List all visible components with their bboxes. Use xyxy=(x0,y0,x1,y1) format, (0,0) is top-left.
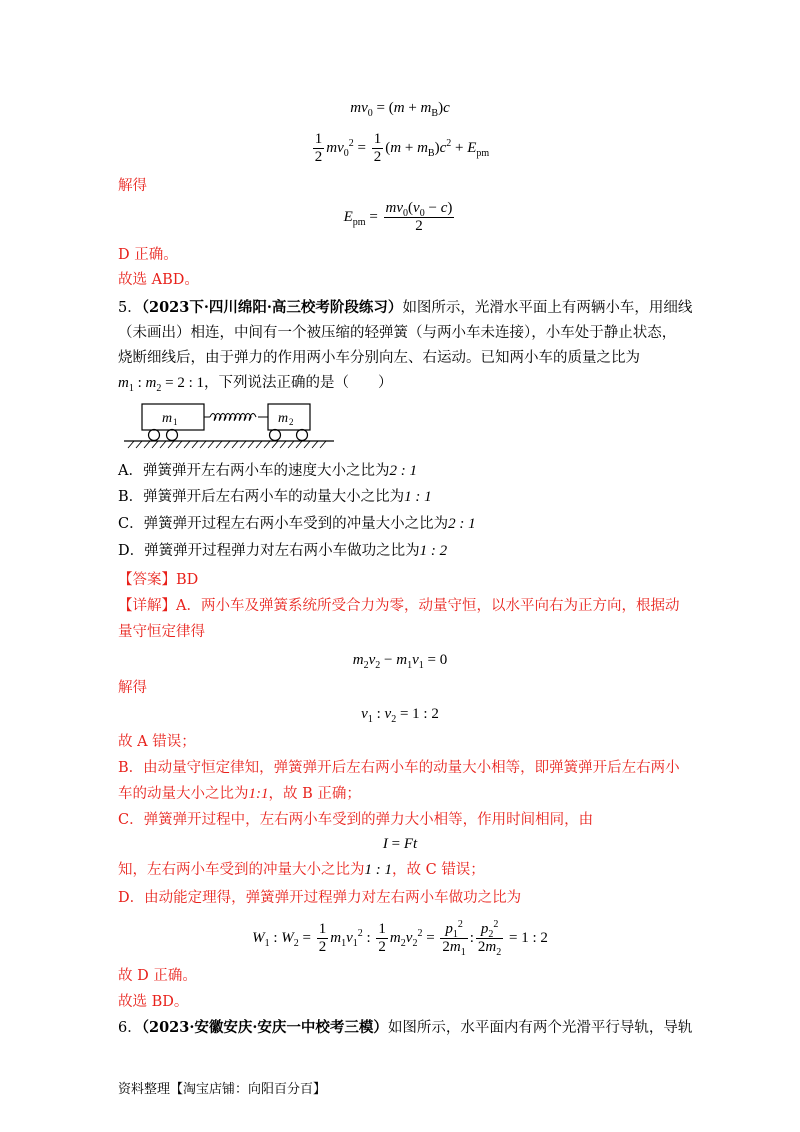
d-correct-2: 故 D 正确。 xyxy=(118,968,197,984)
cart-m2 xyxy=(268,404,310,441)
question-6-line-1 xyxy=(118,1018,692,1038)
equation-work-ratio: $W_1$ : $W_2$ = $\frac{1}{2}$ $m_1v_1^2$ : $\frac{1}{2}$ $m_2v_2^2$ = $\frac{p_1^2}{2m_1}$ : $\frac{p_2^2}{2m_2}$ = 1 : 2 xyxy=(252,919,548,959)
choose-abd: 故选 ABD。 xyxy=(118,272,199,288)
question-stem: 如图所示，光滑水平面上有两辆小车，用细线 xyxy=(402,300,693,316)
solve-label: 解得 xyxy=(118,178,147,194)
equation-conservation: $m_2v_2 - m_1v_1 = 0$ xyxy=(352,652,448,671)
option-b: B．弹簧弹开后左右两小车的动量大小之比为1 : 1 xyxy=(118,489,432,505)
svg-text:2: 2 xyxy=(289,417,294,427)
equation-potential-energy: $E_{pm}$ = $\frac{mv_0(v_0 - c)}{2}$ xyxy=(343,200,453,235)
two-carts-spring-figure xyxy=(120,398,340,450)
equation-velocity-ratio: $v_1$ : $v_2 = 1$ : 2 xyxy=(361,706,439,725)
question-source: （2023·安徽安庆·安庆一中校考三模） xyxy=(141,1019,388,1036)
question-number: 6． xyxy=(118,1020,142,1036)
question-5-line-4: $m_1$ : $m_2 = 2$ : 1，下列说法正确的是（ ） xyxy=(118,375,393,394)
answer-label: 【答案】BD xyxy=(118,572,199,588)
detail-line-1: 【详解】A．两小车及弹簧系统所受合力为零，动量守恒，以水平向右为正方向，根据动 xyxy=(118,598,680,614)
d-correct: D 正确。 xyxy=(118,247,178,263)
equation-impulse: I = Ft xyxy=(382,836,418,852)
option-c: C．弹簧弹开过程左右两小车受到的冲量大小之比为2 : 1 xyxy=(118,516,476,532)
choose-bd: 故选 BD。 xyxy=(118,994,189,1010)
question-5-line-2: （未画出）相连，中间有一个被压缩的轻弹簧（与两小车未连接），小车处于静止状态， xyxy=(118,325,677,341)
c-line-1: C．弹簧弹开过程中，左右两小车受到的弹力大小相等，作用时间相同，由 xyxy=(118,812,594,828)
spring xyxy=(204,414,268,421)
cart-m2-label: m xyxy=(278,411,289,426)
cart-m1 xyxy=(142,404,204,441)
a-wrong: 故 A 错误； xyxy=(118,734,196,750)
cart-m1-label: m xyxy=(162,411,173,426)
question-5-line-3: 烧断细线后，由于弹力的作用两小车分别向左、右运动。已知两小车的质量之比为 xyxy=(118,350,640,366)
d-line-1: D．由动能定理得，弹簧弹开过程弹力对左右两小车做功之比为 xyxy=(118,890,522,906)
option-a: A．弹簧弹开左右两小车的速度大小之比为2 : 1 xyxy=(118,463,417,479)
equation-energy: $\frac{1}{2}$ $mv_0^2$ = $\frac{1}{2}$ $(m + m_B)c^2 + E_{pm}$ xyxy=(314,131,490,166)
detail-line-2: 量守恒定律得 xyxy=(118,624,205,640)
question-stem: 如图所示，水平面内有两个光滑平行导轨，导轨 xyxy=(387,1020,693,1036)
equation-momentum: $mv_0 = (m + m_B)c$ xyxy=(350,100,450,119)
c-line-2: 知，左右两小车受到的冲量大小之比为1 : 1，故 C 错误； xyxy=(118,862,485,878)
question-number: 5． xyxy=(118,300,142,316)
solve-label-2: 解得 xyxy=(118,680,147,696)
svg-text:1: 1 xyxy=(173,417,178,427)
footer-text: 资料整理【淘宝店铺：向阳百分百】 xyxy=(118,1082,327,1097)
question-source: （2023下·四川绵阳·高三校考阶段练习） xyxy=(141,299,403,316)
ground xyxy=(124,441,334,448)
b-line-2: 车的动量大小之比为1:1，故 B 正确； xyxy=(118,786,361,802)
option-d: D．弹簧弹开过程弹力对左右两小车做功之比为1 : 2 xyxy=(118,543,448,559)
question-5-line-1 xyxy=(118,298,692,318)
b-line-1: B．由动量守恒定律知，弹簧弹开后左右两小车的动量大小相等，即弹簧弹开后左右两小 xyxy=(118,760,680,776)
